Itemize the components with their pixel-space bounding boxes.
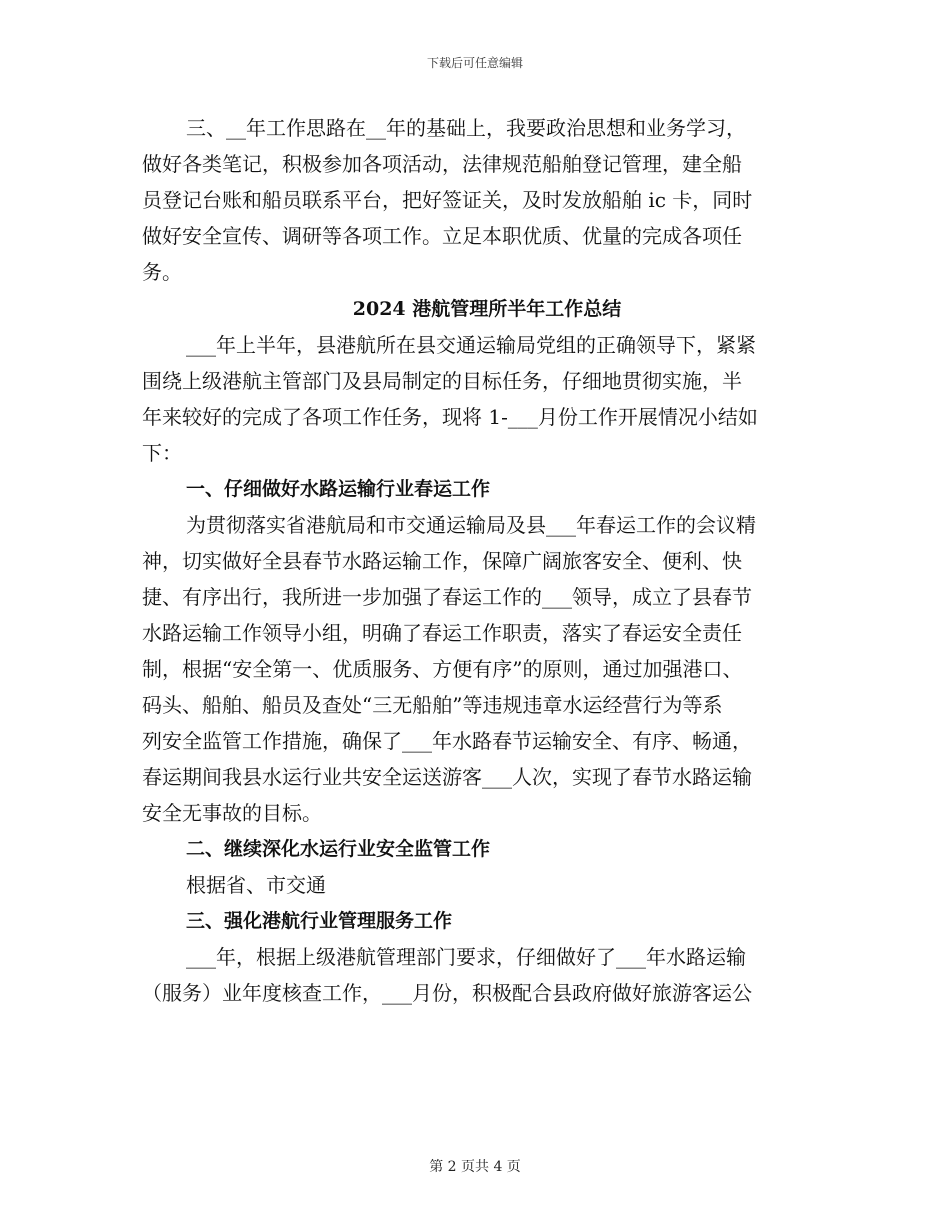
paragraph-line: 捷、有序出行，我所进一步加强了春运工作的___领导，成立了县春节 xyxy=(142,585,752,609)
section-heading: 二、继续深化水运行业安全监管工作 xyxy=(186,838,491,860)
paragraph-line: ___年上半年，县港航所在县交通运输局党组的正确领导下，紧紧 xyxy=(186,333,756,357)
page-header: 下载后可任意编辑 xyxy=(426,56,523,70)
paragraph-line: 安全无事故的目标。 xyxy=(142,801,322,825)
document-title: 2024 港航管理所半年工作总结 xyxy=(352,298,622,320)
paragraph-line: 做好安全宣传、调研等各项工作。立足本职优质、优量的完成各项任 xyxy=(142,224,742,248)
page-footer: 第 2 页共 4 页 xyxy=(429,1159,521,1175)
paragraph-line: 码头、船舶、船员及查处“三无船舶”等违规违章水运经营行为等系 xyxy=(142,693,723,717)
paragraph-line: 春运期间我县水运行业共安全运送游客___人次，实现了春节水路运输 xyxy=(142,765,752,789)
paragraph-line: 员登记台账和船员联系平台，把好签证关，及时发放船舶 ic 卡，同时 xyxy=(142,188,753,212)
section-heading: 三、强化港航行业管理服务工作 xyxy=(186,910,453,932)
paragraph-line: （服务）业年度核查工作，___月份，积极配合县政府做好旅游客运公 xyxy=(142,981,752,1005)
paragraph-line: 制，根据“安全第一、优质服务、方便有序”的原则，通过加强港口、 xyxy=(142,657,743,681)
paragraph-line: 三、__年工作思路在__年的基础上，我要政治思想和业务学习， xyxy=(186,116,746,140)
paragraph-line: 根据省、市交通 xyxy=(186,873,326,897)
section-heading: 一、仔细做好水路运输行业春运工作 xyxy=(186,478,491,500)
paragraph-line: 列安全监管工作措施，确保了___年水路春节运输安全、有序、畅通， xyxy=(142,729,752,753)
paragraph-line: 神，切实做好全县春节水路运输工作，保障广阔旅客安全、便利、快 xyxy=(142,549,742,573)
paragraph-line: 下： xyxy=(142,441,182,465)
document-body xyxy=(142,110,832,1011)
paragraph-line: 年来较好的完成了各项工作任务，现将 1-___月份工作开展情况小结如 xyxy=(142,405,758,429)
paragraph-line: 务。 xyxy=(142,260,182,284)
paragraph-line: 做好各类笔记，积极参加各项活动，法律规范船舶登记管理，建全船 xyxy=(142,152,742,176)
paragraph-line: ___年，根据上级港航管理部门要求，仔细做好了___年水路运输 xyxy=(186,945,746,969)
paragraph-line: 为贯彻落实省港航局和市交通运输局及县___年春运工作的会议精 xyxy=(186,513,756,537)
paragraph-line: 围绕上级港航主管部门及县局制定的目标任务，仔细地贯彻实施，半 xyxy=(142,369,742,393)
paragraph-line: 水路运输工作领导小组，明确了春运工作职责，落实了春运安全责任 xyxy=(142,621,742,645)
